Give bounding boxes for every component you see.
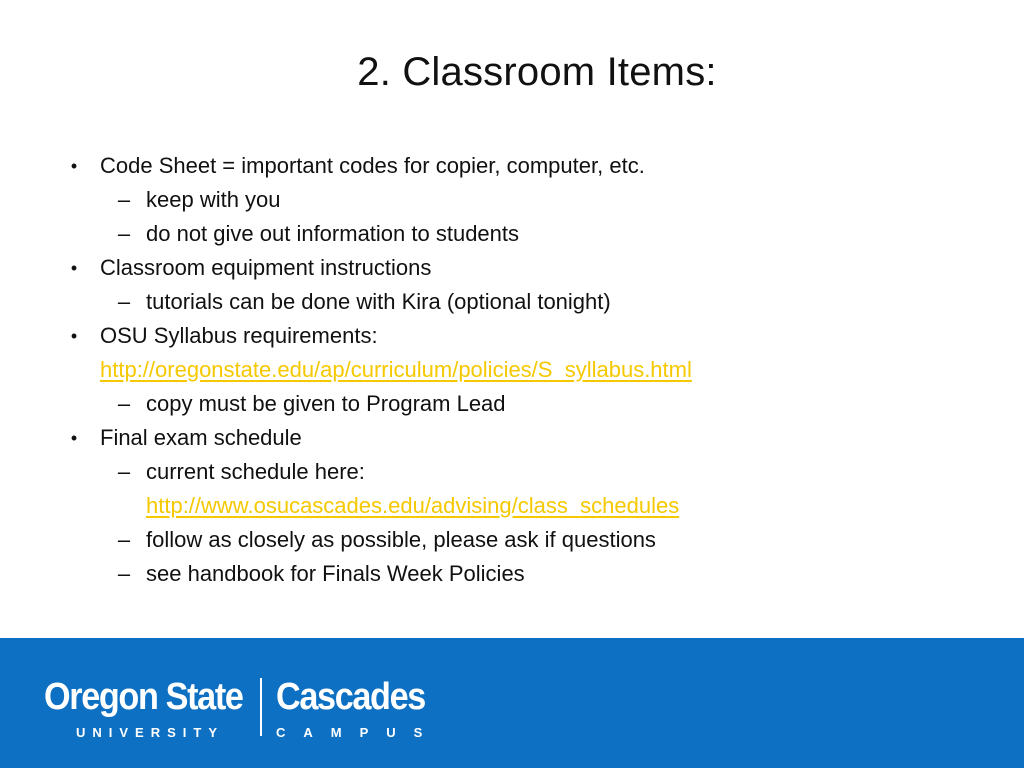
sub-bullet-item — [117, 184, 281, 216]
dash-marker: – — [117, 561, 131, 586]
dash-marker: – — [117, 187, 131, 212]
dash-marker: – — [117, 221, 131, 246]
bullet-item — [70, 252, 432, 284]
bullet-item — [70, 320, 378, 352]
logo-primary-text: Oregon State — [44, 676, 243, 718]
logo-secondary-text: Cascades — [276, 676, 425, 718]
sub-bullet-item — [117, 388, 506, 420]
sub-bullet-item — [117, 456, 365, 488]
sub-bullet-text: current schedule here: — [146, 459, 365, 484]
bullet-marker: • — [70, 156, 78, 176]
bullet-item — [70, 150, 645, 182]
sub-bullet-text: keep with you — [146, 187, 281, 212]
sub-bullet-text: do not give out information to students — [146, 221, 520, 246]
footer-bar — [0, 638, 1024, 768]
class-schedules-link[interactable]: http://www.osucascades.edu/advising/class_schedules — [146, 493, 680, 518]
sub-bullet-link-line — [146, 490, 679, 522]
bullet-text: Classroom equipment instructions — [100, 255, 432, 280]
sub-bullet-text: see handbook for Finals Week Policies — [146, 561, 525, 586]
logo-divider — [260, 678, 262, 736]
dash-marker: – — [117, 391, 131, 416]
dash-marker: – — [117, 459, 131, 484]
bullet-link-line — [100, 354, 692, 386]
bullet-item — [70, 422, 302, 454]
bullet-marker: • — [70, 428, 78, 448]
logo-primary-subtext: UNIVERSITY — [76, 725, 225, 740]
sub-bullet-item — [117, 286, 611, 318]
dash-marker: – — [117, 527, 131, 552]
sub-bullet-item — [117, 218, 520, 250]
logo-secondary-subtext: CAMPUS — [276, 725, 441, 740]
sub-bullet-text: copy must be given to Program Lead — [146, 391, 506, 416]
bullet-text: OSU Syllabus requirements: — [100, 323, 378, 348]
bullet-marker: • — [70, 258, 78, 278]
sub-bullet-item — [117, 558, 525, 590]
bullet-text: Code Sheet = important codes for copier, computer, etc. — [100, 153, 645, 178]
slide-title: 2. Classroom Items: — [357, 50, 717, 94]
syllabus-link[interactable]: http://oregonstate.edu/ap/curriculum/policies/S_syllabus.html — [100, 357, 692, 382]
sub-bullet-text: tutorials can be done with Kira (optional tonight) — [146, 289, 611, 314]
cascades-wordmark — [276, 678, 441, 740]
bullet-marker: • — [70, 326, 78, 346]
sub-bullet-text: follow as closely as possible, please ask if questions — [146, 527, 656, 552]
dash-marker: – — [117, 289, 131, 314]
oregon-state-wordmark — [44, 678, 265, 740]
bullet-text: Final exam schedule — [100, 425, 302, 450]
sub-bullet-item — [117, 524, 656, 556]
